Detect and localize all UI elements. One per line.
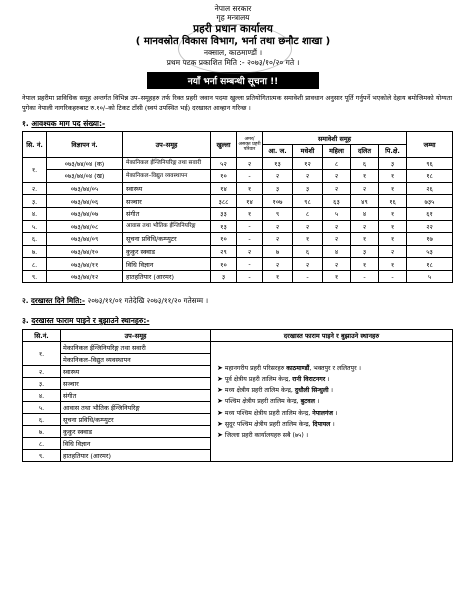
cell-subgroup: हातहतियार (आरमर): [123, 270, 211, 283]
cell-subgroup: हातहतियार (आरमर): [61, 450, 211, 462]
place-item: ➤ मध्य पश्चिम क्षेत्रीय प्रहरी तालिम केन्द्र, नेपालगंज ।: [217, 408, 338, 417]
publish-date: प्रथम पटक प्रकाशित मिति :- २०७३/१०/२० गते ।: [166, 57, 300, 67]
cell-subgroup: आवास तथा भौतिक ईन्जिनियरिङ्ग: [61, 402, 211, 414]
cell-sn: ७.: [23, 426, 61, 438]
cell-open: २९: [211, 245, 237, 258]
cell-sn: ६.: [23, 233, 47, 246]
cell-dalit: १: [351, 258, 379, 271]
table-row: [23, 233, 453, 246]
cell-subgroup: मेकानिकल ईन्जिनियरिङ्ग तथा सवारी: [61, 342, 211, 354]
table-row: [23, 220, 453, 233]
cell-madhesi: २: [293, 258, 323, 271]
section-1-title: आवश्यक माग पद संख्या:-: [31, 119, 106, 129]
cell-subgroup: कुकुर स्क्वाड: [123, 245, 211, 258]
cell-sn: १.: [23, 342, 61, 366]
col-amar: अमर/ असक्त प्रहरी परिवार: [237, 132, 263, 157]
cell-total: २२: [407, 220, 453, 233]
cell-mahila: २: [323, 233, 351, 246]
cell-amar: -: [237, 220, 263, 233]
table-row: [23, 195, 453, 208]
col-mahila: महिला: [323, 144, 351, 157]
cell-adno: ०७३/७४/०५: [47, 182, 123, 195]
cell-mahila: ४: [323, 245, 351, 258]
section-1-number: १.: [22, 119, 29, 129]
cell-subgroup: सूचना प्रविधि/कम्प्युटर: [123, 233, 211, 246]
cell-dalit: -: [351, 270, 379, 283]
arrow-icon: ➤: [217, 375, 223, 383]
application-date: [22, 296, 466, 306]
table-row: [23, 258, 453, 271]
col-total: जम्मा: [407, 132, 453, 157]
arrow-icon: ➤: [217, 408, 223, 417]
cell-amar: १: [237, 207, 263, 220]
cell-madhesi: १: [293, 233, 323, 246]
section-2-value: २०७३/११/०१ गतेदेखि २०७३/११/२० गतेसम्म ।: [87, 296, 209, 306]
cell-open: १०: [211, 233, 237, 246]
cell-sn: २.: [23, 182, 47, 195]
cell-adno: ०७३/७४/०६: [47, 195, 123, 208]
cell-mahila: ८: [323, 157, 351, 170]
cell-open: १४: [211, 182, 237, 195]
cell-sn: ५.: [23, 402, 61, 414]
notice-title: नयाँ भर्ना सम्बन्धी सूचना !!: [147, 72, 319, 89]
cell-open: १३: [211, 220, 237, 233]
cell-amar: १: [237, 182, 263, 195]
cell-subgroup: कुकुर स्क्वाड: [61, 426, 211, 438]
table-row: [23, 157, 453, 170]
cell-aj: १०७: [263, 195, 293, 208]
cell-adno: ०७३/७४/०९: [47, 233, 123, 246]
cell-adno: ०७३/७४/०७: [47, 207, 123, 220]
cell-total: ७३५: [407, 195, 453, 208]
cell-pk: १: [379, 207, 407, 220]
division-name: ( मानवस्रोत विकास विभाग, भर्ना तथा छनौट शाखा ): [135, 35, 331, 47]
cell-madhesi: ९८: [293, 195, 323, 208]
cell-mahila: १: [323, 270, 351, 283]
cell-sn: ४.: [23, 207, 47, 220]
cell-dalit: ४९: [351, 195, 379, 208]
cell-madhesi: २: [293, 170, 323, 183]
cell-sn: २.: [23, 366, 61, 378]
col-aj: आ. ज.: [263, 144, 293, 157]
cell-open: ३: [211, 270, 237, 283]
cell-mahila: २: [323, 220, 351, 233]
cell-pk: -: [379, 270, 407, 283]
cell-amar: २: [237, 157, 263, 170]
cell-open: ३८८: [211, 195, 237, 208]
cell-pk: १: [379, 233, 407, 246]
cell-pk: १: [379, 170, 407, 183]
cell-sn: ३.: [23, 195, 47, 208]
col-madhesi: मधेशी: [293, 144, 323, 157]
cell-subgroup: स्वास्थ्य: [61, 366, 211, 378]
cell-dalit: १: [351, 233, 379, 246]
cell-sn: १.: [23, 157, 47, 182]
section-3-title: दरखास्त फाराम पाइने र बुझाउने स्थानहरु:-: [31, 316, 150, 326]
cell-amar: १४: [237, 195, 263, 208]
col-sn: सि. नं.: [23, 132, 47, 157]
col-adno: विज्ञापन नं.: [47, 132, 123, 157]
arrow-icon: ➤: [217, 397, 223, 406]
cell-aj: २: [263, 258, 293, 271]
cell-aj: १: [263, 270, 293, 283]
cell-mahila: २: [323, 170, 351, 183]
col-open: खुल्ला: [211, 132, 237, 157]
cell-pk: १: [379, 258, 407, 271]
cell-dalit: ३: [351, 245, 379, 258]
cell-aj: २: [263, 233, 293, 246]
cell-open: ३३: [211, 207, 237, 220]
cell-adno: ०७३/७४/१०: [47, 245, 123, 258]
col-dalit: दलित: [351, 144, 379, 157]
cell-subgroup: सञ्चार: [61, 378, 211, 390]
cell-sn: ५.: [23, 220, 47, 233]
cell-mahila: ६३: [323, 195, 351, 208]
cell-open: १०: [211, 258, 237, 271]
cell-total: ६१: [407, 207, 453, 220]
cell-aj: १३: [263, 157, 293, 170]
intro-paragraph: नेपाल प्रहरीमा प्राविधिक समूह अन्तर्गत विभिन्न उप–समूहहरु तर्फ रिक्त प्रहरी जवान पदमा खुल्ला प्रतियोगितात्मक समावेशी प्रावधान अनुसार पूर्ति गर्नुपर्ने भएकोले देहाय बमोजिमको योग्यता पुगेका नेपाली नागरिकहरुबाट रु.१०/–को टिकट टाँसी (स्वयं उपस्थित भई) दरखास्त आव्हान गरिन्छ ।: [22, 94, 452, 112]
cell-madhesi: २: [293, 220, 323, 233]
cell-dalit: ४: [351, 207, 379, 220]
table-row: [23, 245, 453, 258]
section-2-number: २.: [22, 296, 29, 306]
section-3-heading: [22, 316, 466, 326]
section-3-number: ३.: [22, 316, 29, 326]
cell-amar: -: [237, 270, 263, 283]
col-subgroup: उप–समूह: [61, 330, 211, 342]
cell-total: ९६: [407, 157, 453, 170]
cell-aj: ३: [263, 182, 293, 195]
cell-amar: -: [237, 170, 263, 183]
table-row: [23, 170, 453, 183]
application-places-table: [22, 329, 453, 462]
cell-adno: ०७३/७४/१२: [47, 270, 123, 283]
cell-subgroup: विधि विज्ञान: [61, 438, 211, 450]
table-row: [23, 342, 453, 354]
table-row: [23, 182, 453, 195]
cell-adno: ०७३/७४/०४ (क): [47, 157, 123, 170]
cell-subgroup: स्वास्थ्य: [123, 182, 211, 195]
col-inclusive: समावेशी समूह: [263, 132, 407, 145]
cell-aj: ९: [263, 207, 293, 220]
cell-amar: -: [237, 233, 263, 246]
cell-sn: ७.: [23, 245, 47, 258]
cell-sn: ९.: [23, 270, 47, 283]
office-location: नक्साल, काठमाण्डौं ।: [203, 48, 263, 58]
cell-subgroup: संगीत: [123, 207, 211, 220]
cell-sn: ८.: [23, 438, 61, 450]
cell-mahila: २: [323, 182, 351, 195]
place-item: ➤ सुदूर पश्चिम क्षेत्रीय प्रहरी तालिम केन्द्र, दिपायल ।: [217, 419, 335, 428]
cell-total: ५: [407, 270, 453, 283]
col-pk: पि.क्षे.: [379, 144, 407, 157]
arrow-icon: ➤: [217, 419, 223, 428]
cell-aj: २: [263, 170, 293, 183]
cell-amar: -: [237, 258, 263, 271]
cell-sn: ८.: [23, 258, 47, 271]
cell-total: १८: [407, 258, 453, 271]
cell-madhesi: -: [293, 270, 323, 283]
cell-subgroup: सूचना प्रविधि/कम्प्युटर: [61, 414, 211, 426]
cell-pk: १: [379, 220, 407, 233]
cell-madhesi: ८: [293, 207, 323, 220]
cell-subgroup: सञ्चार: [123, 195, 211, 208]
office-name: प्रहरी प्रधान कार्यालय: [193, 22, 273, 35]
place-item: ➤ पूर्व क्षेत्रीय प्रहरी तालिम केन्द्र, रानी विराटनगर ।: [217, 375, 330, 383]
cell-total: २६: [407, 182, 453, 195]
places-list: [211, 342, 453, 462]
cell-madhesi: १२: [293, 157, 323, 170]
cell-mahila: ५: [323, 207, 351, 220]
cell-total: १७: [407, 233, 453, 246]
cell-dalit: ६: [351, 157, 379, 170]
office-seal: [178, 24, 292, 74]
cell-subgroup: आवास तथा भौतिक ईन्जिनियरिङ्ग: [123, 220, 211, 233]
cell-adno: ०७३/७४/११: [47, 258, 123, 271]
place-item: ➤ पश्चिम क्षेत्रीय प्रहरी तालिम केन्द्र, बुटवल ।: [217, 397, 320, 406]
cell-adno: ०७३/७४/०४ (ख): [47, 170, 123, 183]
arrow-icon: ➤: [217, 386, 223, 395]
cell-subgroup: मेकानिकल ईन्जिनियरिङ्ग तथा सवारी: [123, 157, 211, 170]
col-subgroup: उप–समूह: [123, 132, 211, 157]
cell-amar: २: [237, 245, 263, 258]
cell-subgroup: विधि विज्ञान: [123, 258, 211, 271]
vacancy-table: [22, 131, 453, 283]
cell-total: ५३: [407, 245, 453, 258]
cell-dalit: १: [351, 170, 379, 183]
cell-aj: ७: [263, 245, 293, 258]
place-item: ➤ जिल्ला प्रहरी कार्यालयहरु सबै (७५) ।: [217, 430, 309, 439]
cell-madhesi: ६: [293, 245, 323, 258]
cell-pk: ३: [379, 157, 407, 170]
cell-subgroup: संगीत: [61, 390, 211, 402]
arrow-icon: ➤: [217, 430, 223, 439]
arrow-icon: ➤: [217, 363, 223, 372]
cell-sn: ९.: [23, 450, 61, 462]
cell-subgroup: मेकानिकल–विद्युत व्यवस्थापन: [123, 170, 211, 183]
cell-dalit: २: [351, 220, 379, 233]
cell-open: ५२: [211, 157, 237, 170]
cell-total: १८: [407, 170, 453, 183]
gov-name: नेपाल सरकार: [214, 4, 252, 13]
section-1-heading: [22, 119, 466, 129]
col-places: दरखास्त फाराम पाइने र बुझाउने स्थानहरु: [211, 330, 453, 342]
table-row: [23, 270, 453, 283]
cell-dalit: २: [351, 182, 379, 195]
cell-subgroup: मेकानिकल–विद्युत व्यवस्थापन: [61, 354, 211, 366]
ministry-name: गृह मन्त्रालय: [216, 13, 250, 23]
cell-pk: २: [379, 245, 407, 258]
cell-sn: ३.: [23, 378, 61, 390]
place-item: ➤ मध्य क्षेत्रीय प्रहरी तालिम केन्द्र, दुधौली सिन्धुली ।: [217, 386, 333, 395]
cell-open: १०: [211, 170, 237, 183]
col-sn: सि.नं.: [23, 330, 61, 342]
table-row: [23, 207, 453, 220]
cell-sn: ४.: [23, 390, 61, 402]
section-2-title: दरखास्त दिने मिति:-: [30, 296, 86, 306]
place-item: ➤ महानगरीय प्रहरी परिसरहरु काठमाण्डौं, भक्तपुर र ललितपुर ।: [217, 363, 361, 372]
cell-pk: १६: [379, 195, 407, 208]
cell-pk: १: [379, 182, 407, 195]
cell-mahila: २: [323, 258, 351, 271]
cell-adno: ०७३/७४/०८: [47, 220, 123, 233]
cell-aj: २: [263, 220, 293, 233]
cell-sn: ६.: [23, 414, 61, 426]
cell-madhesi: ३: [293, 182, 323, 195]
